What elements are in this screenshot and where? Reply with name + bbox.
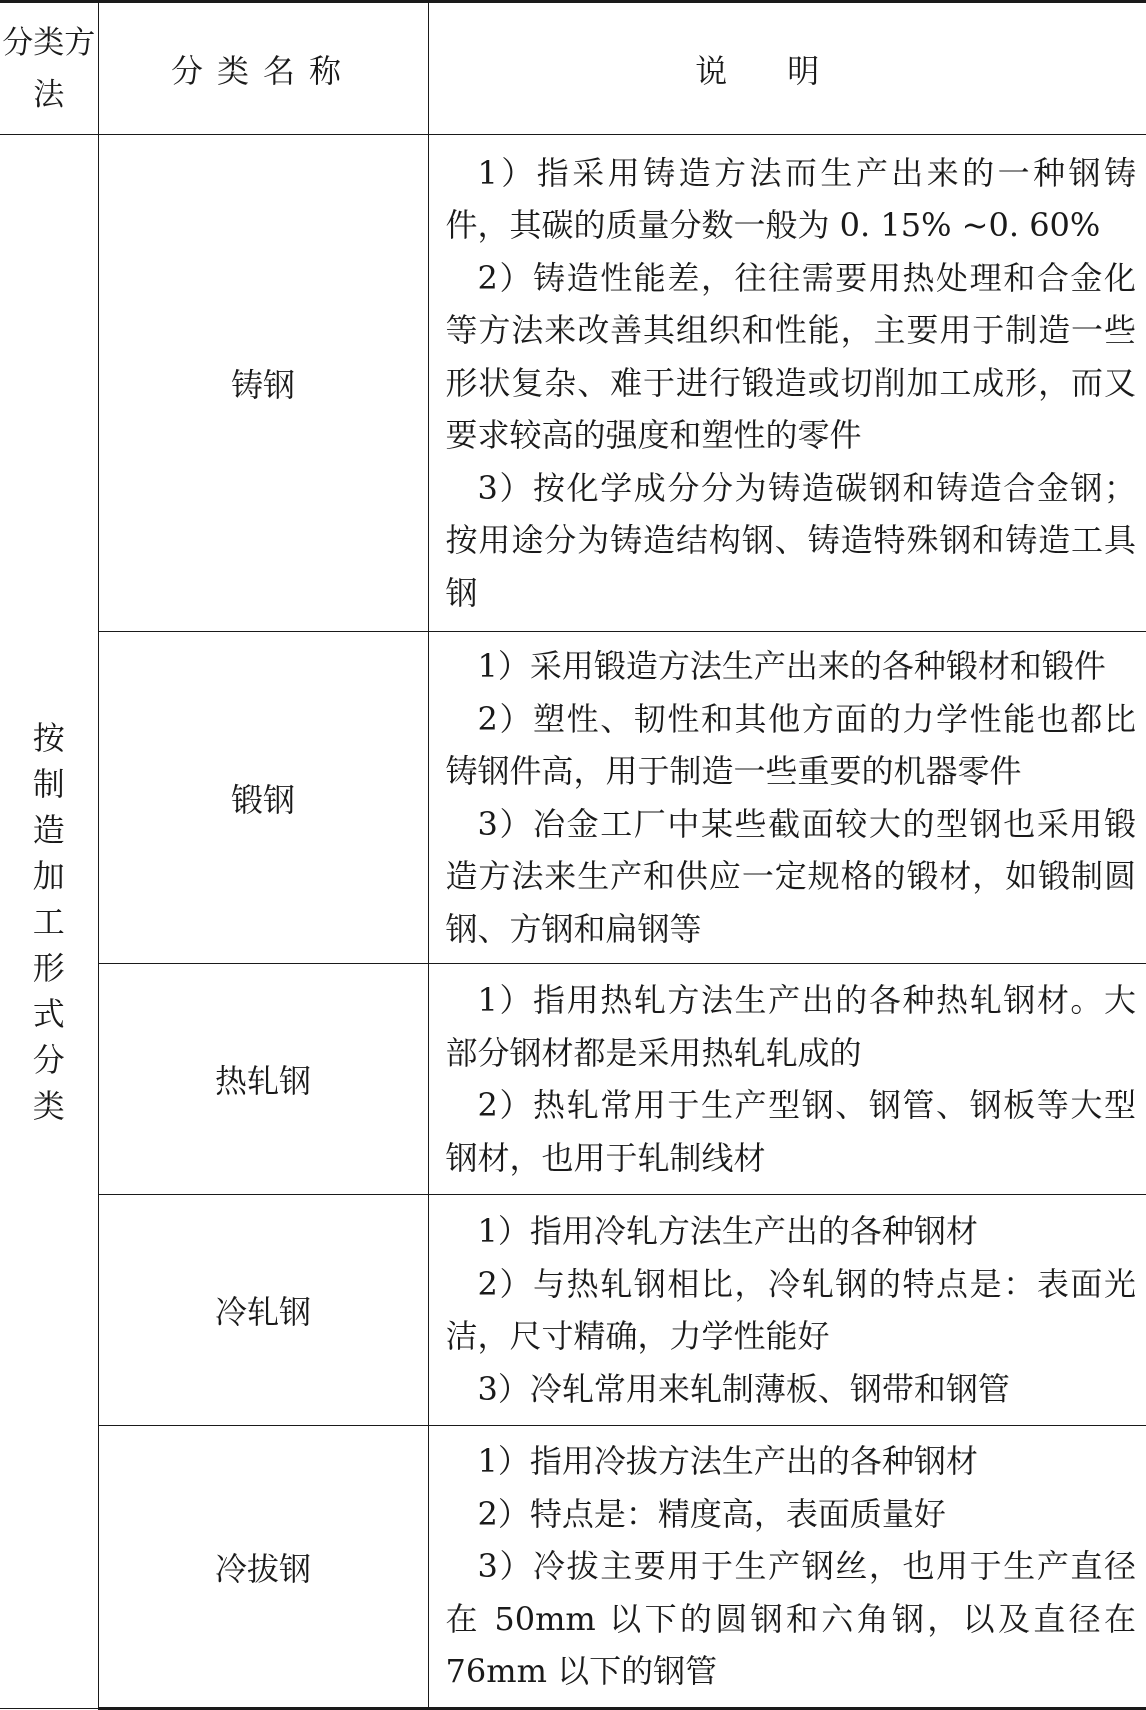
description-item: 2）铸造性能差，往往需要用热处理和合金化等方法来改善其组织和性能，主要用于制造一些形状复杂、难于进行锻造或切削加工成形，而又要求较高的强度和塑性的零件 — [445, 258, 1136, 455]
row-name: 铸钢 — [98, 135, 428, 632]
row-description — [428, 1426, 1146, 1709]
row-description — [428, 964, 1146, 1195]
description-item: 1）采用锻造方法生产出来的各种锻材和锻件 — [477, 647, 1106, 685]
table-row — [0, 964, 1146, 1195]
row-description — [428, 632, 1146, 964]
description-item: 1）指用热轧方法生产出的各种热轧钢材。大部分钢材都是采用热轧轧成的 — [445, 981, 1136, 1072]
method-label: 按制造加工形式分类 — [32, 718, 65, 1125]
row-name: 锻钢 — [98, 632, 428, 964]
description-item: 3）冷拔主要用于生产钢丝，也用于生产直径在 50mm 以下的圆钢和六角钢，以及直径在 76mm 以下的钢管 — [445, 1547, 1136, 1691]
description-item: 1）指用冷拔方法生产出的各种钢材 — [477, 1442, 978, 1481]
table-header-row — [0, 2, 1146, 135]
table-row — [0, 1426, 1146, 1709]
row-description — [428, 135, 1146, 632]
description-item: 2）塑性、韧性和其他方面的力学性能也都比铸钢件高，用于制造一些重要的机器零件 — [445, 699, 1136, 790]
header-name: 分类名称 — [98, 2, 428, 135]
description-item: 2）热轧常用于生产型钢、钢管、钢板等大型钢材，也用于轧制线材 — [445, 1086, 1136, 1177]
row-description — [428, 1195, 1146, 1426]
description-item: 3）按化学成分分为铸造碳钢和铸造合金钢；按用途分为铸造结构钢、铸造特殊钢和铸造工具钢 — [445, 468, 1136, 612]
description-item: 3）冶金工厂中某些截面较大的型钢也采用锻造方法来生产和供应一定规格的锻材，如锻制圆钢、方钢和扁钢等 — [445, 804, 1136, 948]
header-description: 说明 — [428, 2, 1146, 135]
row-name: 热轧钢 — [98, 964, 428, 1195]
table-row — [0, 135, 1146, 632]
description-item: 1）指采用铸造方法而生产出来的一种钢铸件，其碳的质量分数一般为 0. 15% ~0. 60% — [445, 153, 1136, 245]
row-name: 冷拔钢 — [98, 1426, 428, 1709]
description-item: 2）与热轧钢相比，冷轧钢的特点是：表面光洁，尺寸精确，力学性能好 — [445, 1264, 1136, 1355]
header-method: 分类方法 — [0, 2, 98, 135]
method-cell — [0, 135, 98, 1709]
description-item: 2）特点是：精度高，表面质量好 — [477, 1494, 946, 1533]
table-row — [0, 632, 1146, 964]
row-name: 冷轧钢 — [98, 1195, 428, 1426]
description-item: 1）指用冷轧方法生产出的各种钢材 — [477, 1212, 978, 1250]
description-item: 3）冷轧常用来轧制薄板、钢带和钢管 — [477, 1369, 1010, 1408]
table-row — [0, 1195, 1146, 1426]
